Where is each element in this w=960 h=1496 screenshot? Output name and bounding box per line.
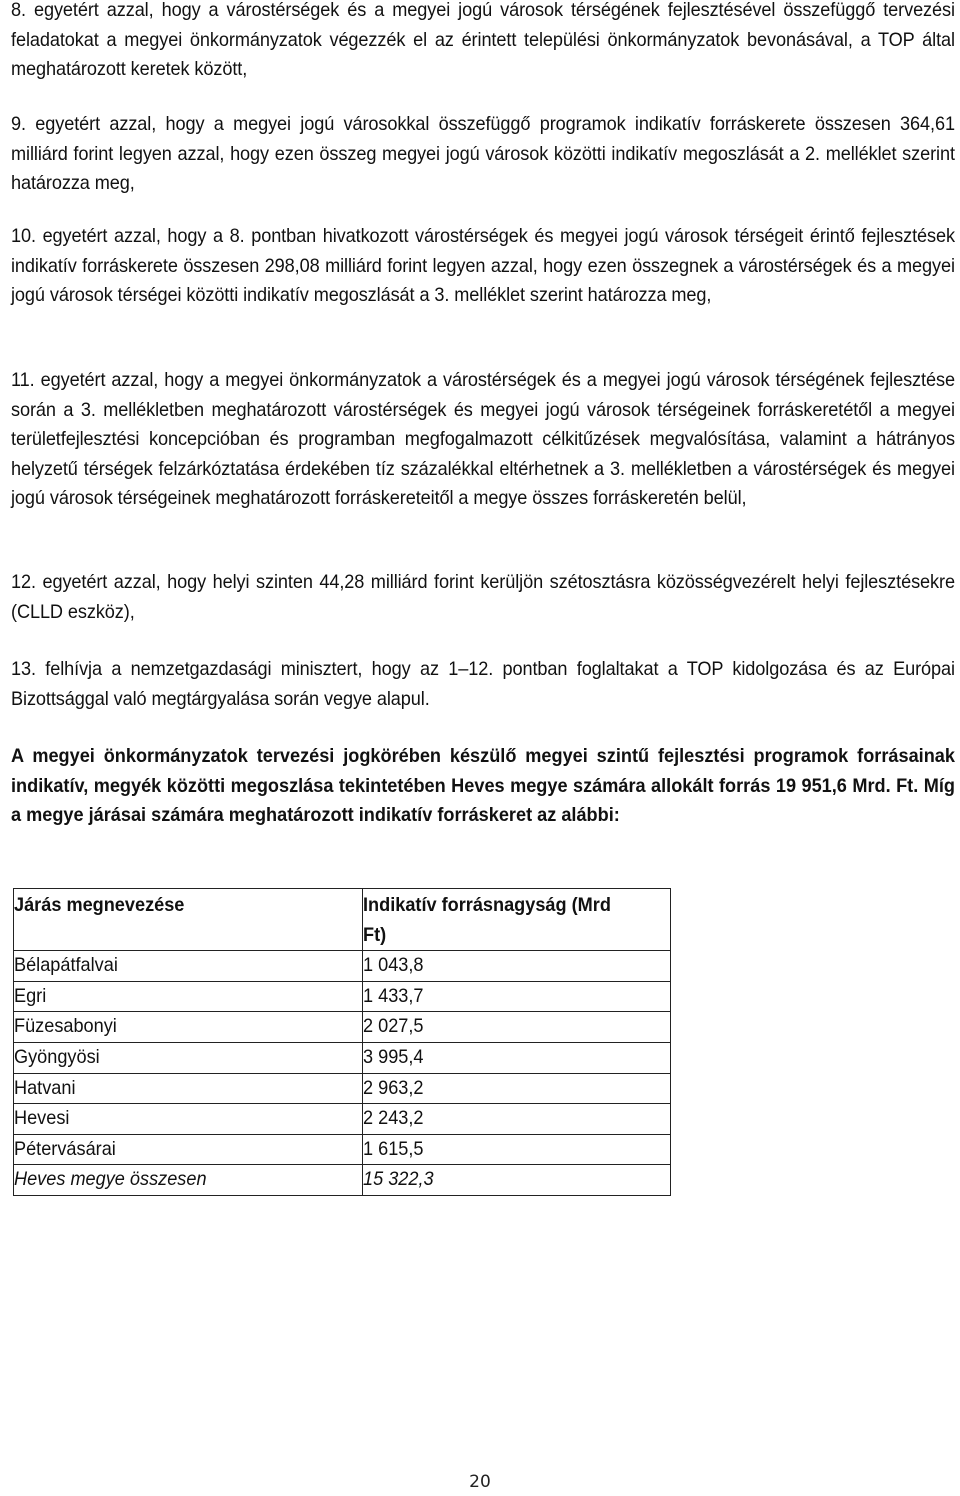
paragraph-11: 11. egyetért azzal, hogy a megyei önkormányzatok a várostérségek és a megyei jogú városok térségének fejlesztése során a 3. mellékletben meghatározott várostérségek és megyei jogú városok térségeinek forráskeretétől a megyei területfejlesztési koncepcióban és programban megfogalmazott célkitűzések megvalósítása, valamint a hátrányos helyzetű térségek felzárkóztatása érdekében tíz százalékkal eltérhetnek a 3. mellékletben a várostérségek és megyei jogú városok térségeinek meghatározott forráskereteitől a megye összes forráskeretén belül, — [11, 369, 955, 510]
paragraph-8: 8. egyetért azzal, hogy a várostérségek és a megyei jogú városok térségének fejlesztésével összefüggő tervezési feladatokat a megyei önkormányzatok végezzék el az érintett települési önkormányzatok bevonásával, a TOP által meghatározott keretek között, — [11, 0, 955, 81]
total-value: 15 322,3 — [363, 1165, 671, 1196]
district-name: Füzesabonyi — [14, 1012, 363, 1043]
district-value: 2 243,2 — [363, 1104, 671, 1135]
district-value: 1 433,7 — [363, 981, 671, 1012]
district-value: 3 995,4 — [363, 1042, 671, 1073]
district-value: 2 027,5 — [363, 1012, 671, 1043]
table-row — [14, 1073, 671, 1104]
paragraph-10: 10. egyetért azzal, hogy a 8. pontban hivatkozott várostérségek és megyei jogú városok térségeit érintő fejlesztések indikatív forráskerete összesen 298,08 milliárd forint legyen azzal, hogy ezen összegnek a várostérségek és a megyei jogú városok térségei közötti indikatív megoszlását a 3. melléklet szerint határozza meg, — [11, 225, 955, 307]
paragraph-12: 12. egyetért azzal, hogy helyi szinten 44,28 milliárd forint kerüljön szétosztásra közösségvezérelt helyi fejlesztésekre (CLLD eszköz), — [11, 571, 955, 623]
table-row — [14, 1104, 671, 1135]
table-header-row — [14, 889, 671, 951]
district-name: Hevesi — [14, 1104, 363, 1135]
heves-allocation-paragraph: A megyei önkormányzatok tervezési jogkörében készülő megyei szintű fejlesztési programok forrásainak indikatív, megyék közötti megoszlása tekintetében Heves megye számára allokált forrás 19 951,6 Mrd. Ft. Míg a megye járásai számára meghatározott indikatív forráskeret az alábbi: — [11, 745, 955, 827]
page-number: 20 — [469, 1472, 491, 1492]
district-value: 1 043,8 — [363, 951, 671, 982]
district-name: Pétervásárai — [14, 1134, 363, 1165]
header-district-name: Járás megnevezése — [14, 889, 363, 951]
total-label: Heves megye összesen — [14, 1165, 363, 1196]
paragraph-9: 9. egyetért azzal, hogy a megyei jogú városokkal összefüggő programok indikatív forráskerete összesen 364,61 milliárd forint legyen azzal, hogy ezen összeg megyei jogú városok közötti indikatív megoszlását a 2. melléklet szerint határozza meg, — [11, 113, 955, 195]
district-allocation-table — [13, 888, 671, 1196]
district-name: Hatvani — [14, 1073, 363, 1104]
table-row — [14, 951, 671, 982]
header-indicative-amount: Indikatív forrásnagyság (Mrd Ft) — [363, 889, 671, 951]
table-row — [14, 981, 671, 1012]
paragraph-13: 13. felhívja a nemzetgazdasági minisztert, hogy az 1–12. pontban foglaltakat a TOP kidolgozása és az Európai Bizottsággal való megtárgyalása során vegye alapul. — [11, 658, 955, 710]
table-row — [14, 1012, 671, 1043]
district-value: 2 963,2 — [363, 1073, 671, 1104]
table-row — [14, 1042, 671, 1073]
district-name: Egri — [14, 981, 363, 1012]
table-row — [14, 1134, 671, 1165]
table-total-row — [14, 1165, 671, 1196]
district-name: Gyöngyösi — [14, 1042, 363, 1073]
district-name: Bélapátfalvai — [14, 951, 363, 982]
district-value: 1 615,5 — [363, 1134, 671, 1165]
